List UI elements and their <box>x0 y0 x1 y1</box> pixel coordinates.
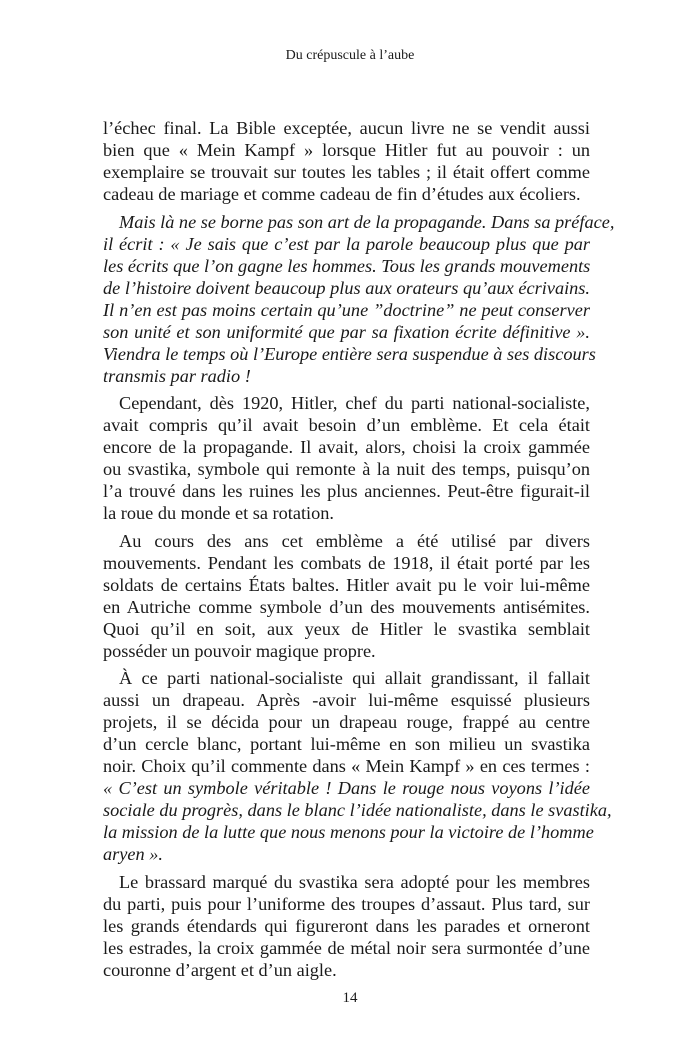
paragraph <box>103 392 590 524</box>
text-line: mouvements. Pendant les combats de 1918, il était porté par les <box>103 552 590 573</box>
text-line: À ce parti national-socialiste qui allait grandissant, il fallait <box>119 668 590 688</box>
running-header: Du crépuscule à l’aube <box>285 48 415 63</box>
text-line: il écrit : « Je sais que c’est par la parole beaucoup plus que par <box>103 233 590 254</box>
paragraph <box>103 117 590 205</box>
text-line: les estrades, la croix gammée de métal noir sera surmontée d’une <box>103 937 590 958</box>
paragraph <box>103 667 612 865</box>
text-line: la mission de la lutte que nous menons pour la victoire de l’homme <box>103 822 594 842</box>
paragraph <box>103 871 590 981</box>
text-line: l’échec final. La Bible exceptée, aucun livre ne se vendit aussi <box>103 118 590 138</box>
text-line: Au cours des ans cet emblème a été utilisé par divers <box>119 530 590 551</box>
paragraph <box>103 211 615 387</box>
text-line: exemplaire se trouvait sur toutes les tables ; il était offert comme <box>103 162 590 182</box>
text-line: soldats de certains États baltes. Hitler avait pu le voir lui-même <box>103 574 590 595</box>
text-line: d’un cercle blanc, portant lui-même en son milieu un svastika <box>103 734 590 754</box>
text-line: noir. Choix qu’il commente dans « Mein Kampf » en ces termes : <box>103 756 590 776</box>
text-line: Il n’en est pas moins certain qu’une ”doctrine” ne peut conserver <box>103 299 590 320</box>
text-line: encore de la propagande. Il avait, alors, choisi la croix gammée <box>103 437 590 457</box>
text-line: l’a trouvé dans les ruines les plus anciennes. Peut-être figurait-il <box>103 481 590 501</box>
text-line: avait compris qu’il avait besoin d’un emblème. Et cela était <box>103 415 590 435</box>
paragraph <box>103 530 590 662</box>
text-line: aryen ». <box>103 844 163 864</box>
text-line: bien que « Mein Kampf » lorsque Hitler fut au pouvoir : un <box>103 140 590 160</box>
text-line: transmis par radio ! <box>103 365 251 386</box>
text-line: Le brassard marqué du svastika sera adopté pour les membres <box>119 871 590 892</box>
text-line: Quoi qu’il en soit, aux yeux de Hitler le svastika semblait <box>103 618 590 639</box>
text-line: sociale du progrès, dans le blanc l’idée nationaliste, dans le svastika, <box>103 800 612 820</box>
text-line: la roue du monde et sa rotation. <box>103 503 334 523</box>
text-line: posséder un pouvoir magique propre. <box>103 640 376 661</box>
text-line: « C’est un symbole véritable ! Dans le rouge nous voyons l’idée <box>103 778 590 798</box>
text-line: les grands étendards qui figureront dans les parades et orneront <box>103 915 590 936</box>
page-number: 14 <box>342 990 358 1006</box>
text-line: Mais là ne se borne pas son art de la propagande. Dans sa préface, <box>119 211 615 232</box>
page-body <box>103 117 615 981</box>
text-line: Viendra le temps où l’Europe entière sera suspendue à ses discours <box>103 343 596 364</box>
text-line: Cependant, dès 1920, Hitler, chef du parti national-socialiste, <box>119 393 590 413</box>
text-line: cadeau de mariage et comme cadeau de fin d’études aux écoliers. <box>103 184 581 204</box>
text-line: les écrits que l’on gagne les hommes. Tous les grands mouvements <box>103 255 591 276</box>
text-line: couronne d’argent et d’un aigle. <box>103 959 337 980</box>
text-line: projets, il se décida pour un drapeau rouge, frappé au centre <box>103 712 590 732</box>
text-line: son unité et son uniformité que par sa fixation écrite définitive ». <box>103 321 590 342</box>
text-line: aussi un drapeau. Après -avoir lui-même esquissé plusieurs <box>103 690 590 710</box>
text-line: ou svastika, symbole qui remonte à la nuit des temps, puisqu’on <box>103 459 590 479</box>
text-line: en Autriche comme symbole d’un des mouvements antisémites. <box>103 596 590 617</box>
text-line: de l’histoire doivent beaucoup plus aux orateurs qu’aux écrivains. <box>103 277 590 298</box>
text-line: du parti, puis pour l’uniforme des troupes d’assaut. Plus tard, sur <box>103 893 590 914</box>
